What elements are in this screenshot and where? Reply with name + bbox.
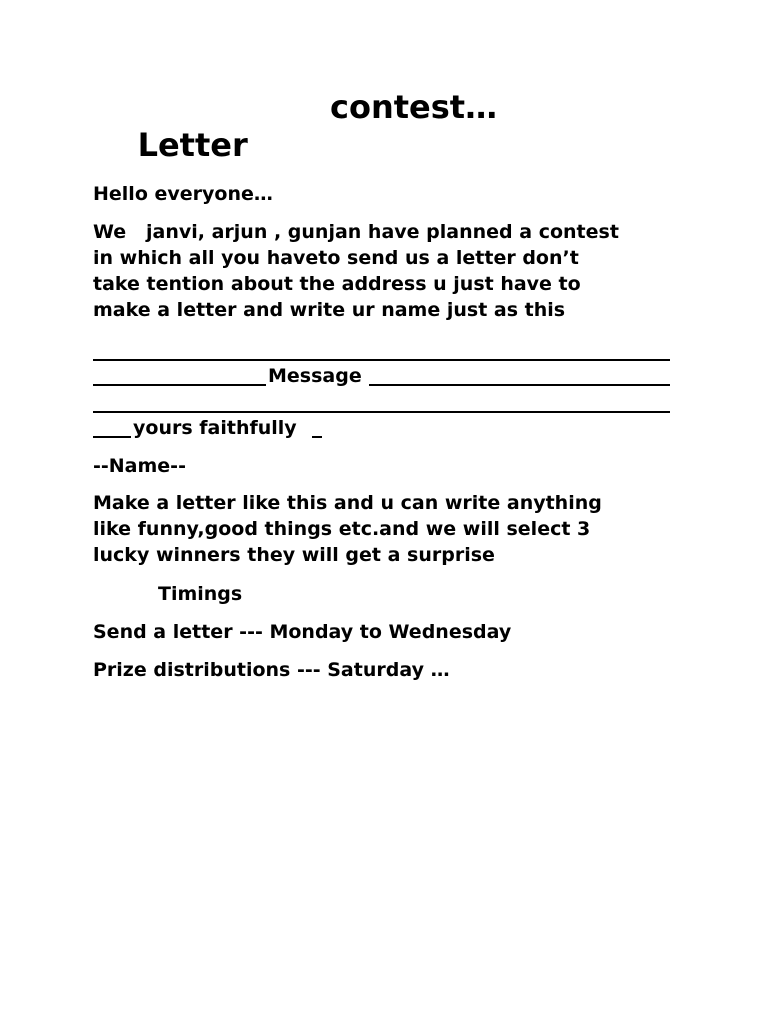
closing-label: yours faithfully [133,417,297,439]
blank-line [93,436,131,438]
intro-line: in which all you haveto send us a letter don’t [93,247,579,269]
name-placeholder: --Name-- [93,455,186,477]
page-title [93,88,693,164]
prize-timing: Prize distributions --- Saturday … [93,659,450,681]
intro-line: take tention about the address u just have to [93,273,581,295]
greeting: Hello everyone… [93,183,273,205]
intro-line: make a letter and write ur name just as this [93,299,566,321]
blank-line [93,359,670,361]
instructions-line: lucky winners they will get a surprise [93,544,495,566]
blank-line [312,436,322,438]
intro-line: We janvi, arjun , gunjan have planned a contest [93,221,619,243]
instructions-line: like funny,good things etc.and we will select 3 [93,518,591,540]
blank-line [369,384,670,386]
closing-row [93,415,393,441]
title-word-letter: Letter [137,126,248,164]
blank-line [93,411,670,413]
timings-heading: Timings [158,583,243,605]
message-label: Message [268,365,362,387]
instructions-line: Make a letter like this and u can write anything [93,492,602,514]
send-timing: Send a letter --- Monday to Wednesday [93,621,512,643]
message-row [93,363,670,389]
blank-line [93,384,266,386]
title-word-contest: contest… [330,88,498,126]
